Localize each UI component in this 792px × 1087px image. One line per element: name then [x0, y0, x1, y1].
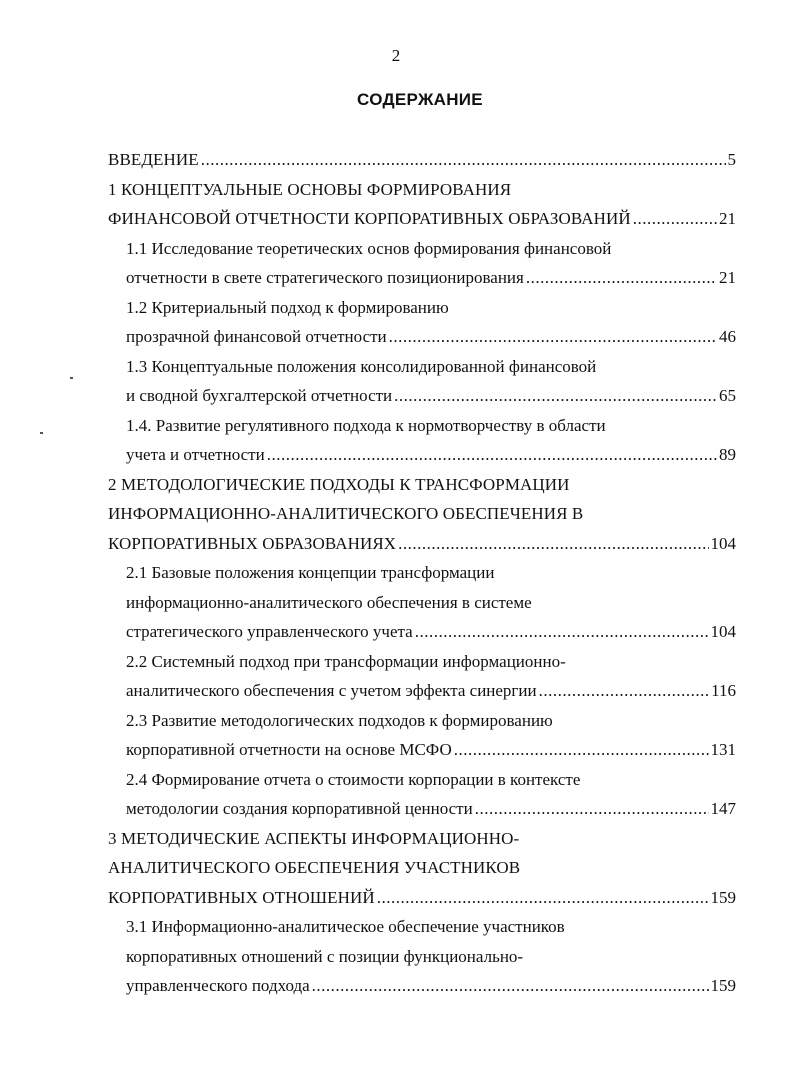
toc-entry-text: аналитического обеспечения с учетом эффекта синергии — [126, 681, 537, 700]
toc-entry-text: 1.4. Развитие регулятивного подхода к нормотворчеству в области — [126, 415, 606, 435]
toc-entry-text: управленческого подхода — [126, 976, 310, 995]
toc-page-number: 116 — [711, 681, 736, 700]
toc-entry-text: ФИНАНСОВОЙ ОТЧЕТНОСТИ КОРПОРАТИВНЫХ ОБРАЗОВАНИЙ — [108, 209, 631, 228]
dot-leader — [267, 440, 717, 470]
toc-line — [108, 765, 736, 795]
toc-entry-text: методологии создания корпоративной ценности — [126, 799, 473, 818]
toc-page-number: 21 — [719, 209, 736, 228]
toc-entry-text: ВВЕДЕНИЕ — [108, 150, 199, 169]
toc-entry-text: 1.1 Исследование теоретических основ формирования финансовой — [126, 238, 612, 258]
toc-line — [108, 293, 736, 323]
toc-entry-text: отчетности в свете стратегического позиционирования — [126, 268, 524, 287]
dot-leader — [377, 883, 709, 913]
toc-entry-text: учета и отчетности — [126, 445, 265, 464]
toc-entry-text: 1 КОНЦЕПТУАЛЬНЫЕ ОСНОВЫ ФОРМИРОВАНИЯ — [108, 179, 512, 199]
toc-entry-last-line — [108, 381, 736, 411]
toc-page-number: 5 — [727, 150, 736, 169]
toc-entry-text: информационно-аналитического обеспечения в системе — [126, 592, 532, 612]
toc-line — [108, 352, 736, 382]
toc-entry-text: корпоративной отчетности на основе МСФО — [126, 740, 452, 759]
toc-page-number: 159 — [710, 976, 736, 995]
toc-entry-last-line — [108, 145, 736, 175]
toc-page-number: 46 — [719, 327, 736, 346]
toc-entry-text: 2.1 Базовые положения концепции трансформации — [126, 563, 495, 582]
toc-entry-text: АНАЛИТИЧЕСКОГО ОБЕСПЕЧЕНИЯ УЧАСТНИКОВ — [108, 858, 521, 877]
toc-entry-text: корпоративных отношений с позиции функционально- — [126, 946, 524, 966]
toc-entry-text: 2.4 Формирование отчета о стоимости корпорации в контексте — [126, 769, 581, 789]
dot-leader — [394, 381, 717, 411]
toc-entry-last-line — [108, 794, 736, 824]
scan-speck — [70, 377, 73, 379]
page-number: 2 — [391, 46, 401, 65]
toc-line — [108, 853, 736, 883]
dot-leader — [389, 322, 717, 352]
toc-entry-text: стратегического управленческого учета — [126, 622, 413, 641]
scan-speck — [40, 432, 43, 434]
toc-entry-last-line — [108, 204, 736, 234]
toc-line — [108, 234, 736, 264]
toc-line — [108, 588, 736, 618]
toc-page-number: 147 — [710, 799, 736, 818]
toc-page-number: 104 — [710, 533, 736, 553]
toc-entry-last-line — [108, 883, 736, 913]
page-title: СОДЕРЖАНИЕ — [357, 90, 483, 109]
toc-entry-last-line — [108, 617, 736, 647]
dot-leader — [539, 676, 710, 706]
toc-line — [108, 912, 736, 942]
toc-line — [108, 647, 736, 677]
toc-line — [108, 499, 736, 529]
toc-line — [108, 470, 736, 500]
toc-line — [108, 175, 736, 205]
toc-page-number: 65 — [719, 386, 736, 405]
toc-entry-last-line — [108, 735, 736, 765]
toc-entry-text: и сводной бухгалтерской отчетности — [126, 386, 393, 405]
toc-entry-last-line — [108, 322, 736, 352]
toc-entry-text: КОРПОРАТИВНЫХ ОБРАЗОВАНИЯХ — [108, 533, 397, 553]
toc-entry-text: 3.1 Информационно-аналитическое обеспечение участников — [126, 917, 565, 936]
dot-leader — [201, 145, 726, 175]
toc-entry-text: КОРПОРАТИВНЫХ ОТНОШЕНИЙ — [108, 887, 375, 907]
toc-entry-text: 1.2 Критериальный подход к формированию — [126, 297, 449, 317]
dot-leader — [526, 263, 717, 293]
toc-entry-text: ИНФОРМАЦИОННО-АНАЛИТИЧЕСКОГО ОБЕСПЕЧЕНИЯ В — [108, 504, 584, 523]
toc-entry-text: 2 МЕТОДОЛОГИЧЕСКИЕ ПОДХОДЫ К ТРАНСФОРМАЦИИ — [108, 474, 570, 494]
toc-page-number: 104 — [710, 622, 736, 641]
table-of-contents — [108, 145, 736, 1001]
toc-entry-last-line — [108, 529, 736, 559]
toc-entry-last-line — [108, 971, 736, 1001]
toc-line — [108, 942, 736, 972]
toc-line — [108, 706, 736, 736]
toc-page-number: 89 — [719, 445, 736, 464]
toc-entry-text: 3 МЕТОДИЧЕСКИЕ АСПЕКТЫ ИНФОРМАЦИОННО- — [108, 828, 520, 848]
dot-leader — [633, 204, 717, 234]
toc-page-number: 21 — [719, 268, 736, 287]
toc-line — [108, 411, 736, 441]
toc-line — [108, 824, 736, 854]
toc-entry-text: 2.3 Развитие методологических подходов к формированию — [126, 710, 553, 730]
toc-entry-text: прозрачной финансовой отчетности — [126, 327, 387, 346]
toc-entry-text: 2.2 Системный подход при трансформации информационно- — [126, 651, 566, 671]
toc-entry-last-line — [108, 263, 736, 293]
dot-leader — [312, 971, 709, 1001]
dot-leader — [415, 617, 709, 647]
dot-leader — [475, 794, 709, 824]
dot-leader — [398, 529, 708, 559]
toc-entry-last-line — [108, 676, 736, 706]
dot-leader — [454, 735, 709, 765]
toc-entry-last-line — [108, 440, 736, 470]
toc-entry-text: 1.3 Концептуальные положения консолидированной финансовой — [126, 356, 597, 376]
toc-page-number: 131 — [710, 740, 736, 759]
toc-page-number: 159 — [710, 887, 736, 907]
toc-line — [108, 558, 736, 588]
